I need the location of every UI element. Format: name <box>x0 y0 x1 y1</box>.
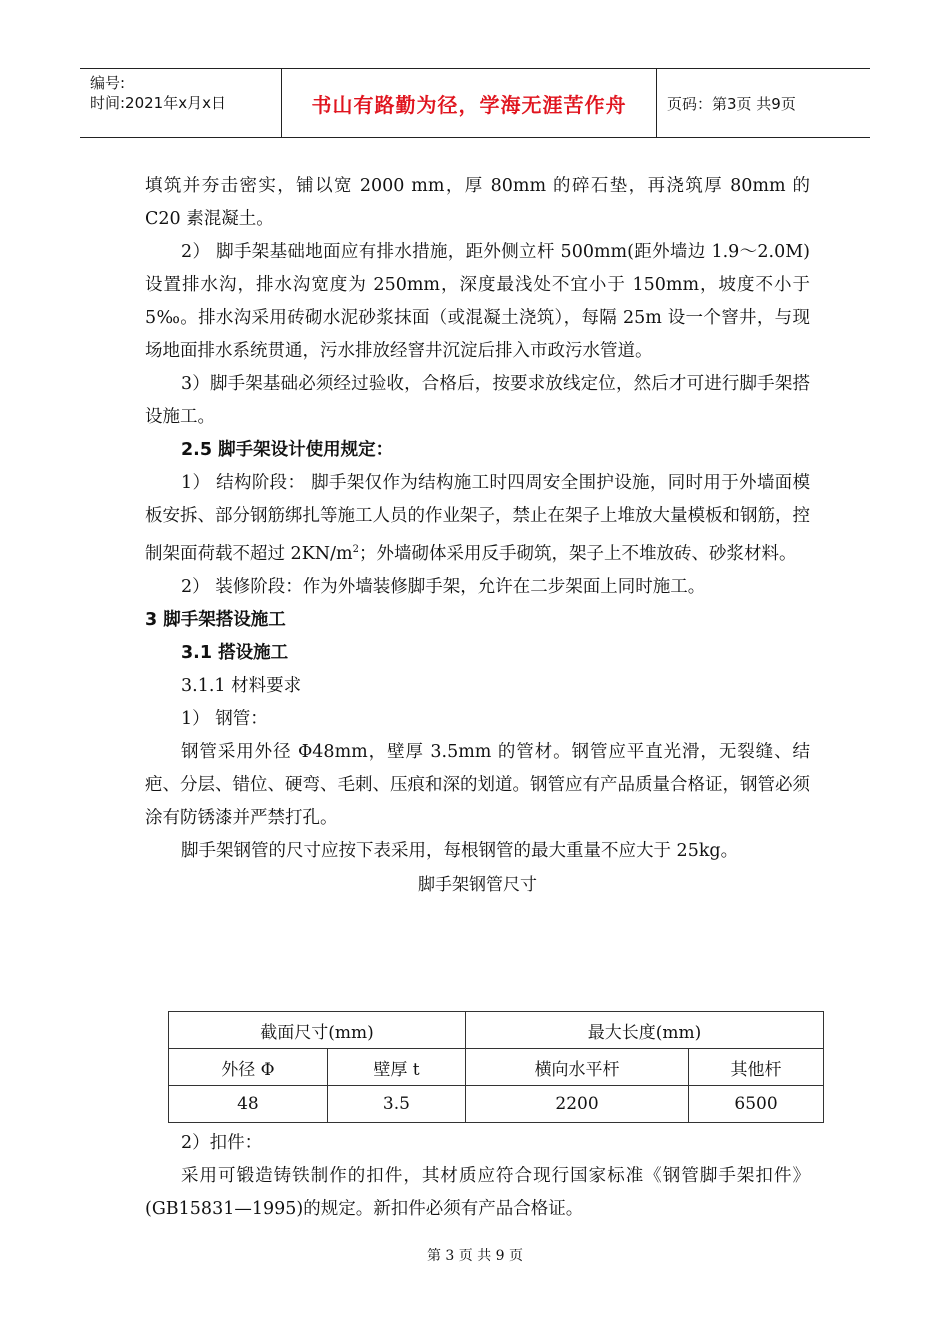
header-page-info: 页码：第3页 共9页 <box>667 94 796 113</box>
section-heading-3-1: 3.1 搭设施工 <box>181 642 289 663</box>
table-cell: 48 <box>169 1086 328 1123</box>
paragraph: 2） 装修阶段：作为外墙装修脚手架，允许在二步架面上同时施工。 <box>181 576 706 597</box>
document-body <box>145 170 810 900</box>
table-title: 脚手架钢管尺寸 <box>418 874 537 895</box>
paragraph-text: 1） 结构阶段： 脚手架仅作为结构施工时四周安全围护设施，同时用于外墙面模板安拆、部分钢筋绑扎等施工人员的作业架子，禁止在架子上堆放大量模板和钢筋，控制架面荷载不超过 2KN/m <box>145 473 810 564</box>
table-header-cell: 横向水平杆 <box>466 1049 689 1086</box>
superscript: 2 <box>352 544 359 555</box>
paragraph: 钢管采用外径 Φ48mm，壁厚 3.5mm 的管材。钢管应平直光滑，无裂缝、结疤、分层、错位、硬弯、毛刺、压痕和深的划道。钢管应有产品质量合格证，钢管必须涂有防锈漆并严禁打孔。 <box>145 741 810 828</box>
document-body-continued <box>145 1127 810 1226</box>
page-header <box>80 68 870 138</box>
section-heading-3: 3 脚手架搭设施工 <box>145 609 286 630</box>
paragraph: 2）扣件： <box>181 1133 263 1153</box>
paragraph: 3）脚手架基础必须经过验收，合格后，按要求放线定位，然后才可进行脚手架搭设施工。 <box>145 374 810 427</box>
table-header-cell: 截面尺寸(mm) <box>169 1012 466 1049</box>
number-label: 编号: <box>90 74 126 92</box>
table-header-cell: 最大长度(mm) <box>466 1012 824 1049</box>
table-row <box>169 1086 824 1123</box>
header-motto: 书山有路勤为径，学海无涯苦作舟 <box>282 69 657 137</box>
paragraph: 填筑并夯击密实，铺以宽 2000 mm，厚 80mm 的碎石垫，再浇筑厚 80mm 的 C20 素混凝土。 <box>145 176 810 229</box>
paragraph: 脚手架钢管的尺寸应按下表采用，每根钢管的最大重量不应大于 25kg。 <box>181 840 739 861</box>
page-footer: 第 3 页 共 9 页 <box>426 1248 524 1264</box>
section-heading-2-5: 2.5 脚手架设计使用规定： <box>181 440 394 460</box>
table-cell: 2200 <box>466 1086 689 1123</box>
pipe-size-table <box>168 1011 824 1123</box>
table-header-row <box>169 1012 824 1049</box>
table-header-cell: 外径 Φ <box>169 1049 328 1086</box>
paragraph <box>145 467 810 571</box>
table-subheader-row <box>169 1049 824 1086</box>
paragraph: 1） 钢管： <box>181 708 268 729</box>
time-label: 时间:2021年x月x日 <box>90 94 226 112</box>
paragraph: 2） 脚手架基础地面应有排水措施，距外侧立杆 500mm(距外墙边 1.9～2.0M)设置排水沟，排水沟宽度为 250mm，深度最浅处不宜小于 150mm，坡度不小于 5‰。排水沟采用砖砌水泥砂浆抹面（或混凝土浇筑），每隔 25m 设一个窨井，与现场地面排水系统贯通，污水排放经窨井沉淀后排入市政污水管道。 <box>145 242 810 361</box>
paragraph-text: ；外墙砌体采用反手砌筑，架子上不堆放砖、砂浆材料。 <box>358 543 797 564</box>
section-heading-3-1-1: 3.1.1 材料要求 <box>181 675 302 696</box>
table-cell: 6500 <box>689 1086 824 1123</box>
table-header-cell: 壁厚 t <box>327 1049 465 1086</box>
table-cell: 3.5 <box>327 1086 465 1123</box>
table-header-cell: 其他杆 <box>689 1049 824 1086</box>
paragraph: 采用可锻造铸铁制作的扣件，其材质应符合现行国家标准《钢管脚手架扣件》(GB15831—1995)的规定。新扣件必须有产品合格证。 <box>145 1166 810 1219</box>
header-meta <box>80 69 282 137</box>
